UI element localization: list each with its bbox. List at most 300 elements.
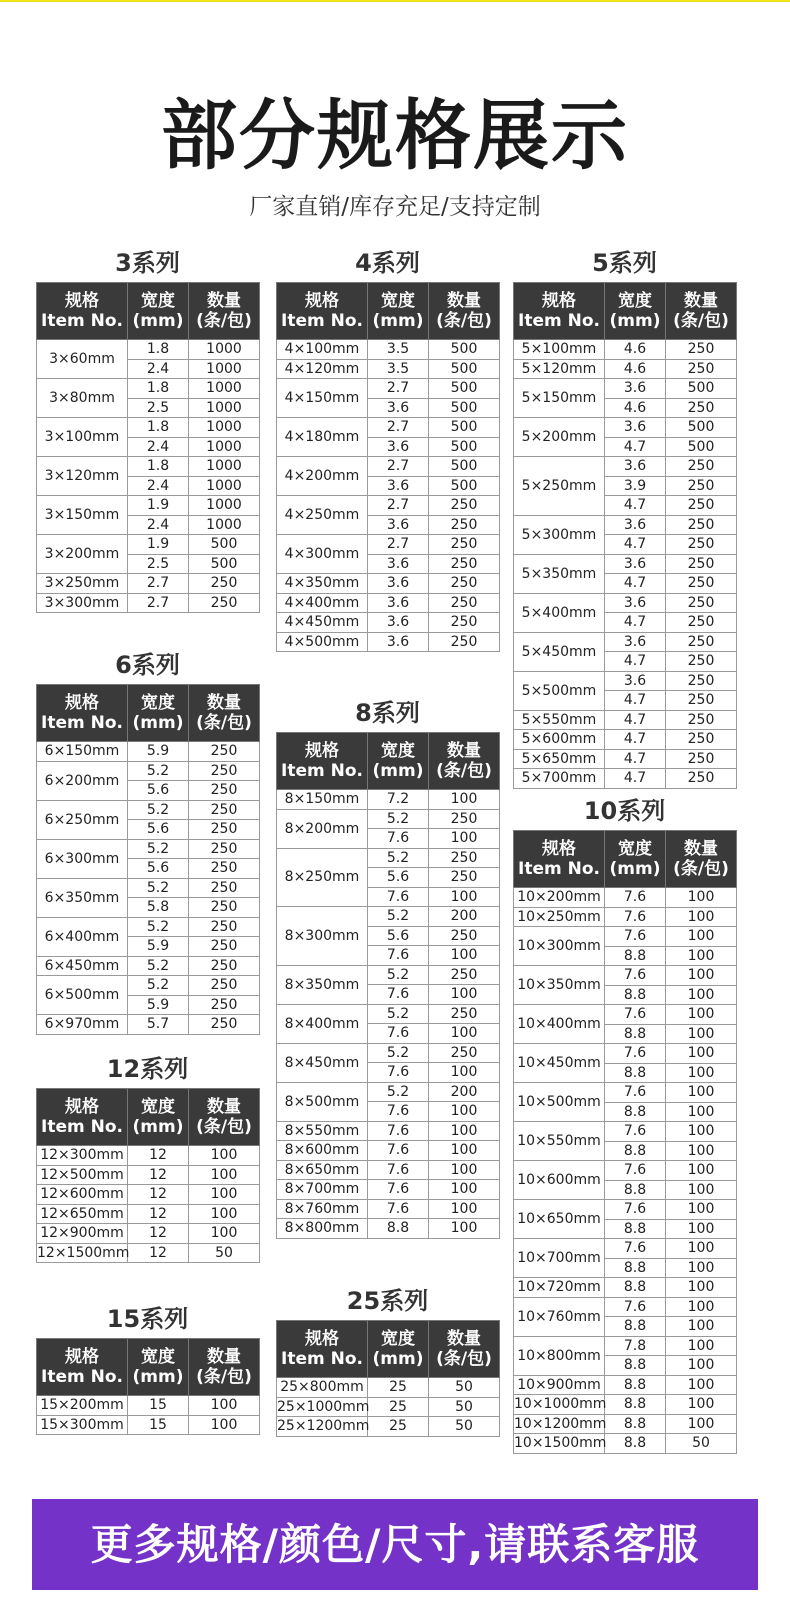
quantity-cell: 250 <box>189 995 260 1015</box>
spec-table <box>36 282 260 613</box>
spec-cell: 10×200mm <box>514 888 605 908</box>
spec-cell: 4×500mm <box>277 632 368 652</box>
quantity-cell: 1000 <box>189 398 260 418</box>
table-row <box>277 1043 500 1063</box>
table-row <box>37 496 260 516</box>
spec-cell: 4×250mm <box>277 496 368 535</box>
quantity-cell: 250 <box>666 340 737 360</box>
width-cell: 7.2 <box>368 790 429 810</box>
header-sublabel: Item No. <box>281 1349 363 1369</box>
width-cell: 3.6 <box>605 671 666 691</box>
width-cell: 3.6 <box>368 613 429 633</box>
quantity-cell: 100 <box>666 1395 737 1415</box>
spec-header <box>514 283 605 340</box>
quantity-cell: 100 <box>666 1141 737 1161</box>
width-cell: 3.6 <box>605 632 666 652</box>
width-cell: 8.8 <box>605 1258 666 1278</box>
header-label: 规格 <box>65 1347 99 1367</box>
table-header-row <box>37 1089 260 1146</box>
quantity-cell: 1000 <box>189 515 260 535</box>
spec-cell: 3×150mm <box>37 496 128 535</box>
width-cell: 5.2 <box>368 907 429 927</box>
table-row <box>514 966 737 986</box>
quantity-cell: 250 <box>666 671 737 691</box>
quantity-cell: 250 <box>666 515 737 535</box>
quantity-cell: 100 <box>666 907 737 927</box>
quantity-cell: 100 <box>666 1180 737 1200</box>
spec-cell: 10×1000mm <box>514 1396 607 1413</box>
table-row <box>37 457 260 477</box>
width-cell: 2.4 <box>128 437 189 457</box>
quantity-cell: 250 <box>666 613 737 633</box>
width-cell: 7.6 <box>605 888 666 908</box>
width-cell: 4.7 <box>605 691 666 711</box>
width-cell: 2.7 <box>128 593 189 613</box>
header-label: 规格 <box>305 741 339 761</box>
spec-cell: 8×250mm <box>277 848 368 907</box>
spec-header <box>277 1321 368 1378</box>
width-cell: 5.6 <box>368 868 429 888</box>
width-cell: 4.6 <box>605 359 666 379</box>
table-row <box>514 1083 737 1103</box>
table-row <box>37 418 260 438</box>
quantity-cell: 100 <box>429 790 500 810</box>
series-block <box>36 1050 259 1263</box>
table-row <box>514 1395 737 1415</box>
quantity-cell: 100 <box>429 985 500 1005</box>
quantity-cell: 250 <box>189 917 260 937</box>
spec-cell: 6×400mm <box>37 917 128 956</box>
spec-cell: 5×600mm <box>514 730 605 750</box>
quantity-cell: 1000 <box>189 379 260 399</box>
series-title: 8系列 <box>355 699 420 727</box>
spec-cell: 10×500mm <box>514 1083 605 1122</box>
width-cell: 3.5 <box>368 359 429 379</box>
quantity-cell: 250 <box>189 761 260 781</box>
width-cell: 8.8 <box>605 1024 666 1044</box>
quantity-cell: 250 <box>429 1043 500 1063</box>
spec-cell: 5×350mm <box>514 554 605 593</box>
spec-cell: 8×650mm <box>277 1160 368 1180</box>
spec-cell: 5×200mm <box>514 418 605 457</box>
width-cell: 7.6 <box>605 1200 666 1220</box>
width-cell: 2.4 <box>128 359 189 379</box>
quantity-cell: 250 <box>429 1004 500 1024</box>
table-row <box>277 1004 500 1024</box>
table-row <box>277 359 500 379</box>
header-label: 规格 <box>305 291 339 311</box>
width-cell: 7.6 <box>368 1121 429 1141</box>
width-cell: 5.9 <box>128 995 189 1015</box>
spec-cell: 8×700mm <box>277 1180 368 1200</box>
header-label: 数量 <box>207 291 241 311</box>
table-row <box>277 1180 500 1200</box>
table-row <box>37 1165 260 1185</box>
spec-cell: 4×150mm <box>277 379 368 418</box>
width-cell: 7.6 <box>368 1102 429 1122</box>
quantity-cell: 100 <box>666 1044 737 1064</box>
quantity-cell: 250 <box>666 710 737 730</box>
width-cell: 8.8 <box>605 946 666 966</box>
quantity-cell: 1000 <box>189 437 260 457</box>
table-row <box>514 888 737 908</box>
quantity-cell: 100 <box>429 1024 500 1044</box>
table-row <box>277 613 500 633</box>
series-title: 4系列 <box>355 249 420 277</box>
quantity-cell: 50 <box>189 1243 260 1263</box>
spec-cell: 3×250mm <box>37 574 128 594</box>
width-cell: 5.2 <box>368 1043 429 1063</box>
header-label: 规格 <box>65 693 99 713</box>
spec-cell: 8×450mm <box>277 1043 368 1082</box>
width-cell: 2.5 <box>128 554 189 574</box>
width-cell: 5.2 <box>128 917 189 937</box>
width-cell: 12 <box>128 1204 189 1224</box>
width-cell: 8.8 <box>605 1317 666 1337</box>
width-cell: 12 <box>128 1165 189 1185</box>
table-row <box>37 917 260 937</box>
spec-cell: 5×300mm <box>514 515 605 554</box>
quantity-cell: 100 <box>666 1102 737 1122</box>
quantity-cell: 100 <box>666 946 737 966</box>
series-block <box>36 244 259 613</box>
width-cell: 5.6 <box>368 926 429 946</box>
width-header <box>128 1339 189 1396</box>
width-cell: 4.7 <box>605 749 666 769</box>
quantity-cell: 100 <box>666 1005 737 1025</box>
table-row <box>277 1397 500 1417</box>
quantity-cell: 100 <box>666 1414 737 1434</box>
spec-cell: 4×300mm <box>277 535 368 574</box>
table-row <box>514 749 737 769</box>
table-row <box>37 956 260 976</box>
quantity-cell: 250 <box>189 574 260 594</box>
header-label: 宽度 <box>618 839 652 859</box>
width-cell: 7.6 <box>368 1160 429 1180</box>
width-cell: 4.7 <box>605 613 666 633</box>
quantity-cell: 500 <box>429 418 500 438</box>
width-cell: 1.8 <box>128 418 189 438</box>
series-block <box>36 646 259 1035</box>
quantity-cell: 250 <box>189 820 260 840</box>
quantity-cell: 250 <box>189 742 260 762</box>
quantity-cell: 100 <box>666 1375 737 1395</box>
width-cell: 7.6 <box>605 927 666 947</box>
quantity-cell: 100 <box>666 1278 737 1298</box>
quantity-cell: 250 <box>666 691 737 711</box>
width-cell: 8.8 <box>368 1219 429 1239</box>
width-cell: 3.6 <box>368 515 429 535</box>
table-row <box>277 965 500 985</box>
width-header <box>605 283 666 340</box>
header-sublabel: (条/包) <box>196 1367 252 1387</box>
table-row <box>37 340 260 360</box>
table-row <box>277 1082 500 1102</box>
width-cell: 7.6 <box>368 1063 429 1083</box>
quantity-cell: 1000 <box>189 418 260 438</box>
width-cell: 5.2 <box>368 965 429 985</box>
width-cell: 4.7 <box>605 769 666 789</box>
quantity-cell: 50 <box>429 1397 500 1417</box>
spec-cell: 4×100mm <box>277 340 368 360</box>
spec-cell: 10×720mm <box>514 1278 605 1298</box>
header-sublabel: (条/包) <box>196 713 252 733</box>
spec-cell: 5×120mm <box>514 359 605 379</box>
spec-cell: 12×900mm <box>37 1224 128 1244</box>
table-row <box>37 1224 260 1244</box>
width-cell: 3.6 <box>605 515 666 535</box>
header-sublabel: Item No. <box>41 713 123 733</box>
width-cell: 7.6 <box>605 1005 666 1025</box>
width-cell: 8.8 <box>605 1102 666 1122</box>
spec-cell: 4×350mm <box>277 574 368 594</box>
spec-cell: 6×150mm <box>37 742 128 762</box>
table-row <box>514 379 737 399</box>
width-cell: 2.7 <box>368 418 429 438</box>
width-cell: 8.8 <box>605 1375 666 1395</box>
table-header-row <box>277 733 500 790</box>
quantity-cell: 500 <box>666 437 737 457</box>
spec-cell: 5×650mm <box>514 749 605 769</box>
width-cell: 3.6 <box>368 574 429 594</box>
header-label: 规格 <box>542 839 576 859</box>
width-cell: 8.8 <box>605 1395 666 1415</box>
width-cell: 5.7 <box>128 1015 189 1035</box>
header-label: 数量 <box>684 291 718 311</box>
spec-cell: 12×500mm <box>37 1165 128 1185</box>
table-row <box>514 730 737 750</box>
quantity-cell: 250 <box>189 839 260 859</box>
quantity-cell: 100 <box>429 946 500 966</box>
spec-cell: 10×800mm <box>514 1336 605 1375</box>
quantity-cell: 250 <box>666 359 737 379</box>
quantity-cell: 250 <box>189 976 260 996</box>
table-row <box>514 632 737 652</box>
quantity-cell: 100 <box>429 1180 500 1200</box>
spec-cell: 5×500mm <box>514 671 605 710</box>
series-title: 15系列 <box>106 1305 189 1333</box>
spec-cell: 8×550mm <box>277 1121 368 1141</box>
spec-cell: 10×600mm <box>514 1161 605 1200</box>
width-cell: 7.6 <box>605 1297 666 1317</box>
width-cell: 5.2 <box>128 839 189 859</box>
quantity-cell: 500 <box>429 457 500 477</box>
quantity-header <box>189 685 260 742</box>
quantity-cell: 250 <box>429 848 500 868</box>
spec-cell: 12×1500mm <box>37 1244 130 1261</box>
quantity-cell: 250 <box>666 574 737 594</box>
spec-cell: 3×60mm <box>37 340 128 379</box>
width-cell: 8.8 <box>605 1278 666 1298</box>
width-cell: 7.8 <box>605 1336 666 1356</box>
series-block <box>276 244 499 652</box>
quantity-cell: 100 <box>429 1219 500 1239</box>
width-cell: 5.6 <box>128 820 189 840</box>
header-sublabel: (条/包) <box>196 311 252 331</box>
header-label: 数量 <box>207 1347 241 1367</box>
header-label: 数量 <box>207 693 241 713</box>
width-cell: 5.2 <box>368 809 429 829</box>
quantity-cell: 100 <box>666 1258 737 1278</box>
spec-table <box>276 282 500 652</box>
header-label: 数量 <box>447 1329 481 1349</box>
table-row <box>514 593 737 613</box>
quantity-cell: 100 <box>666 966 737 986</box>
table-row <box>514 1375 737 1395</box>
width-cell: 7.6 <box>605 907 666 927</box>
width-cell: 4.6 <box>605 340 666 360</box>
quantity-cell: 100 <box>189 1396 260 1416</box>
width-header <box>605 831 666 888</box>
width-cell: 5.2 <box>128 761 189 781</box>
quantity-cell: 100 <box>666 1122 737 1142</box>
table-row <box>37 1204 260 1224</box>
quantity-cell: 250 <box>429 926 500 946</box>
width-cell: 2.7 <box>368 457 429 477</box>
width-header <box>368 733 429 790</box>
header-sublabel: Item No. <box>518 859 600 879</box>
header-label: 规格 <box>542 291 576 311</box>
table-row <box>277 535 500 555</box>
spec-cell: 8×500mm <box>277 1082 368 1121</box>
series-block <box>276 1282 499 1437</box>
quantity-cell: 100 <box>666 985 737 1005</box>
quantity-header <box>666 283 737 340</box>
width-cell: 8.8 <box>605 1180 666 1200</box>
table-row <box>277 809 500 829</box>
quantity-cell: 100 <box>666 1200 737 1220</box>
quantity-header <box>189 283 260 340</box>
spec-table <box>513 830 737 1454</box>
quantity-cell: 500 <box>666 379 737 399</box>
quantity-cell: 100 <box>666 1024 737 1044</box>
quantity-cell: 100 <box>189 1204 260 1224</box>
spec-cell: 12×300mm <box>37 1146 128 1166</box>
width-cell: 3.6 <box>368 593 429 613</box>
quantity-cell: 100 <box>666 1063 737 1083</box>
quantity-cell: 250 <box>666 496 737 516</box>
header-label: 数量 <box>447 741 481 761</box>
header-sublabel: (条/包) <box>673 859 729 879</box>
spec-cell: 8×200mm <box>277 809 368 848</box>
spec-cell: 10×700mm <box>514 1239 605 1278</box>
quantity-cell: 500 <box>189 554 260 574</box>
spec-table <box>36 1338 260 1435</box>
width-cell: 12 <box>128 1224 189 1244</box>
spec-cell: 8×350mm <box>277 965 368 1004</box>
spec-cell: 10×450mm <box>514 1044 605 1083</box>
spec-cell: 4×180mm <box>277 418 368 457</box>
quantity-cell: 250 <box>666 730 737 750</box>
spec-cell: 4×120mm <box>277 359 368 379</box>
quantity-cell: 250 <box>666 535 737 555</box>
width-cell: 3.6 <box>605 593 666 613</box>
width-cell: 7.6 <box>605 1083 666 1103</box>
quantity-cell: 100 <box>429 1102 500 1122</box>
spec-cell: 10×350mm <box>514 966 605 1005</box>
quantity-cell: 100 <box>666 1297 737 1317</box>
table-header-row <box>277 283 500 340</box>
quantity-cell: 250 <box>429 574 500 594</box>
width-cell: 4.7 <box>605 730 666 750</box>
quantity-cell: 200 <box>429 1082 500 1102</box>
quantity-cell: 50 <box>429 1378 500 1398</box>
header-sublabel: (mm) <box>609 859 661 879</box>
width-cell: 1.8 <box>128 457 189 477</box>
spec-cell: 5×100mm <box>514 340 605 360</box>
spec-cell: 10×760mm <box>514 1297 605 1336</box>
quantity-cell: 100 <box>666 1161 737 1181</box>
spec-cell: 8×760mm <box>277 1199 368 1219</box>
quantity-cell: 250 <box>429 632 500 652</box>
width-cell: 4.7 <box>605 710 666 730</box>
width-cell: 3.6 <box>605 554 666 574</box>
quantity-cell: 250 <box>189 898 260 918</box>
table-row <box>514 907 737 927</box>
width-cell: 3.6 <box>368 476 429 496</box>
quantity-cell: 100 <box>189 1224 260 1244</box>
spec-header <box>277 733 368 790</box>
series-block <box>513 792 736 1454</box>
quantity-cell: 250 <box>429 554 500 574</box>
spec-cell: 12×650mm <box>37 1204 128 1224</box>
contact-banner: 更多规格/颜色/尺寸,请联系客服 <box>32 1499 758 1590</box>
header-label: 宽度 <box>141 1097 175 1117</box>
width-cell: 4.7 <box>605 574 666 594</box>
spec-cell: 10×900mm <box>514 1375 605 1395</box>
width-cell: 4.6 <box>605 398 666 418</box>
quantity-cell: 100 <box>666 1083 737 1103</box>
header-label: 规格 <box>65 1097 99 1117</box>
table-row <box>277 848 500 868</box>
quantity-cell: 250 <box>666 554 737 574</box>
width-cell: 2.7 <box>368 535 429 555</box>
series-title: 6系列 <box>115 651 180 679</box>
table-row <box>277 790 500 810</box>
quantity-cell: 250 <box>189 878 260 898</box>
table-row <box>514 1239 737 1259</box>
quantity-cell: 100 <box>429 1199 500 1219</box>
quantity-cell: 500 <box>429 340 500 360</box>
header-sublabel: (mm) <box>609 311 661 331</box>
table-row <box>277 907 500 927</box>
header-sublabel: (条/包) <box>673 311 729 331</box>
spec-cell: 10×550mm <box>514 1122 605 1161</box>
width-cell: 5.2 <box>128 956 189 976</box>
quantity-cell: 1000 <box>189 340 260 360</box>
width-cell: 5.2 <box>368 1082 429 1102</box>
header-sublabel: Item No. <box>281 311 363 331</box>
width-cell: 15 <box>128 1415 189 1435</box>
header-label: 数量 <box>207 1097 241 1117</box>
width-header <box>128 1089 189 1146</box>
series-block <box>513 244 736 789</box>
width-cell: 4.7 <box>605 496 666 516</box>
quantity-cell: 100 <box>429 887 500 907</box>
quantity-cell: 50 <box>429 1417 500 1437</box>
quantity-cell: 100 <box>666 888 737 908</box>
spec-cell: 10×400mm <box>514 1005 605 1044</box>
table-row <box>277 632 500 652</box>
quantity-cell: 500 <box>189 535 260 555</box>
quantity-cell: 250 <box>189 781 260 801</box>
spec-table <box>513 282 737 789</box>
table-row <box>37 593 260 613</box>
quantity-cell: 1000 <box>189 496 260 516</box>
quantity-header <box>189 1339 260 1396</box>
header-label: 宽度 <box>618 291 652 311</box>
width-cell: 5.2 <box>128 976 189 996</box>
